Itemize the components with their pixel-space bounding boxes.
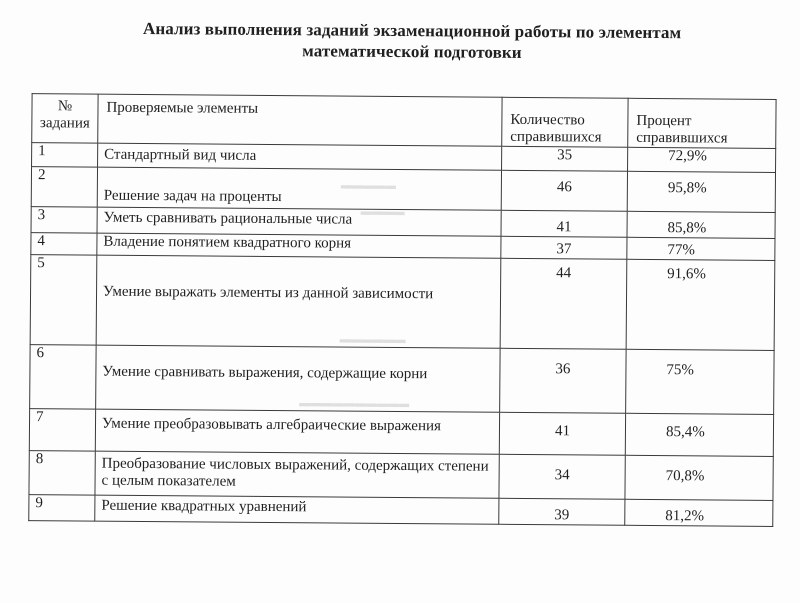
task-element: Умение сравнивать выражения, содержащие корни: [96, 345, 500, 412]
task-element: Уметь сравнивать рациональные числа: [97, 207, 501, 236]
bleed-through-mark: ▬▬▬▬▬▬▬▬▬▬: [299, 397, 410, 411]
task-element: Решение задач на проценты: [97, 167, 501, 210]
title-line-1: Анализ выполнения заданий экзаменационной работы по элементам: [142, 18, 682, 43]
task-percent: 75%: [626, 349, 774, 414]
task-count: 44: [500, 258, 627, 349]
bleed-through-mark: ▬▬▬▬: [360, 205, 405, 219]
results-table: [28, 93, 776, 527]
task-count: 36: [500, 348, 626, 413]
header-elements: Проверяемые элементы: [98, 94, 502, 146]
table-row: [31, 167, 775, 213]
task-element: Умение выражать элементы из данной зависимости: [96, 255, 501, 348]
header-count: Количество справившихся: [502, 97, 628, 147]
task-count: 34: [499, 454, 625, 499]
task-count: 41: [501, 210, 627, 237]
task-element: Стандартный вид числа: [98, 143, 502, 170]
task-number: 6: [30, 345, 97, 410]
task-percent: 70,8%: [625, 455, 773, 500]
header-number: № задания: [32, 94, 98, 144]
header-percent: Процент справившихся: [628, 98, 776, 148]
task-element: Решение квадратных уравнений: [95, 495, 499, 524]
header-row: [32, 94, 776, 149]
task-percent: 85,8%: [627, 211, 775, 238]
task-count: 46: [501, 170, 627, 211]
task-percent: 85,4%: [625, 413, 773, 456]
task-number: 8: [29, 451, 95, 496]
table-row: [30, 255, 775, 351]
task-element: Умение преобразовывать алгебраические выражения: [95, 409, 499, 454]
bleed-through-mark: ▬▬▬▬▬▬: [339, 333, 406, 347]
task-count: 35: [502, 146, 628, 171]
task-count: 37: [501, 236, 627, 259]
task-element: Владение понятием квадратного корня: [97, 233, 501, 258]
task-number: 7: [29, 409, 95, 452]
task-element: Преобразование числовых выражений, содержащих степени с целым показателем: [95, 451, 499, 498]
table-row: [29, 495, 773, 527]
task-number: 9: [29, 495, 95, 522]
task-percent: 95,8%: [627, 171, 775, 212]
task-percent: 77%: [627, 237, 775, 260]
bleed-through-mark: ▬▬▬▬▬: [340, 179, 396, 192]
task-number: 1: [32, 143, 98, 168]
task-percent: 72,9%: [628, 147, 776, 172]
task-number: 5: [30, 255, 97, 346]
table-row: [29, 409, 773, 457]
table-row: [30, 345, 774, 415]
task-percent: 91,6%: [626, 259, 775, 350]
table-row: [29, 451, 773, 501]
task-percent: 81,2%: [625, 499, 773, 526]
title-line-2: математической подготовки: [302, 41, 522, 62]
task-number: 2: [31, 167, 97, 208]
task-number: 4: [31, 233, 97, 256]
task-count: 39: [499, 498, 625, 525]
task-count: 41: [499, 412, 625, 455]
document-title: [42, 17, 782, 65]
task-number: 3: [31, 207, 97, 234]
